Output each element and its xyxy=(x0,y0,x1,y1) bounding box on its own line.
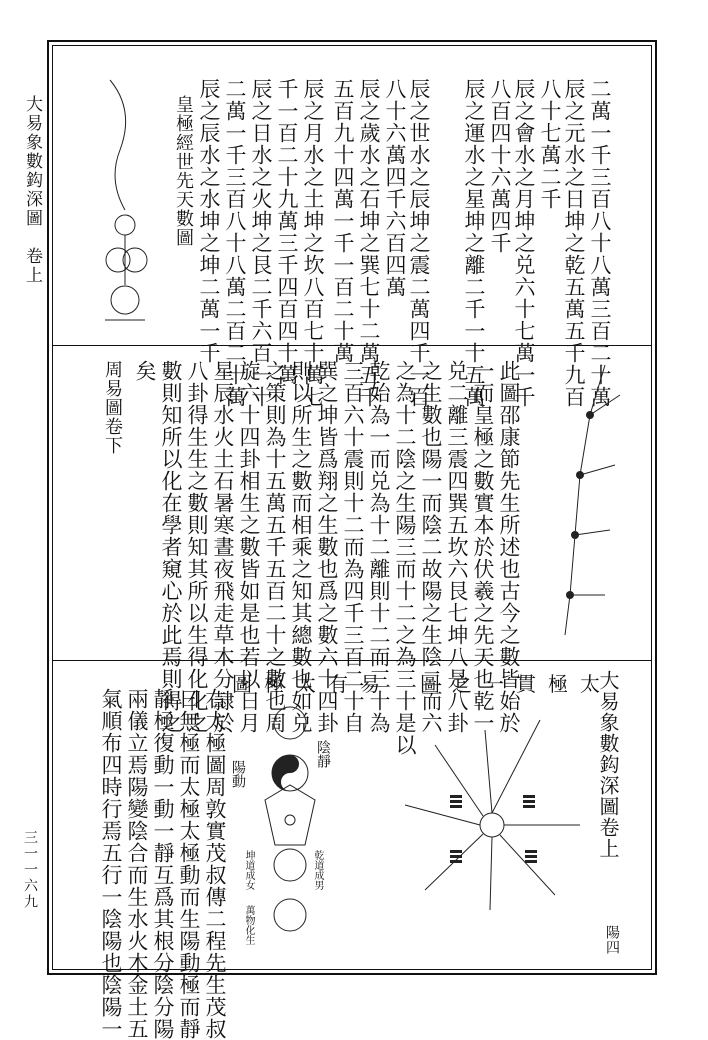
section-end-title: 周易圖卷下 xyxy=(102,360,123,455)
margin-book-title: 大易象數鈎深圖 卷上 xyxy=(22,95,42,285)
text-column: 氣順布四時行焉五行一陰陽也陰陽一 xyxy=(99,688,123,1040)
text-column: 曰無極而太極太極動而生陽動極而靜 xyxy=(177,688,201,1040)
text-column: 右太極圖周敦實茂叔傳二程先生茂叔 xyxy=(203,688,227,1040)
wanwu-label: 萬物化生 xyxy=(243,905,254,945)
text-column: 星辰水火土石暑寒晝夜飛走草木分隷於 xyxy=(211,360,235,734)
text-column: 靜極復動一動一靜互爲其根分陰分陽 xyxy=(151,688,175,1040)
text-column: 旋六十四卦相生之數皆如是也若以日月 xyxy=(237,360,261,734)
text-column: 二萬一千三百八十八萬二百二十萬 xyxy=(223,78,247,408)
text-column: 乾始為一而兑為十二離則十二而三十為 xyxy=(367,360,391,734)
text-column: 辰之月水之土坤之坎八百七十萬七 xyxy=(301,78,325,408)
text-column: 八十六萬四千六百四萬 xyxy=(383,78,407,298)
text-column: 巽之坤皆爲翔之生數也爲之數六十四卦 xyxy=(315,360,339,734)
text-column: 二萬一千三百八十八萬三百二十萬 xyxy=(588,78,612,408)
taiji-guanyi-diagram xyxy=(395,700,590,915)
text-column: 辰之會水之月坤之兑六十七萬一千 xyxy=(512,78,536,408)
text-column: 千一百二十九萬三千四百四十萬 xyxy=(275,78,299,386)
taiji-guanyi-title: 太極貫一之圖 xyxy=(420,672,612,696)
text-column: 八十七萬二千 xyxy=(538,78,562,210)
text-column: 之為十二陰之生陽三而十二之為三十是以 xyxy=(393,360,417,756)
text-column: 數則知所以化在學者窺心於此焉則得之 xyxy=(159,360,183,734)
text-column: 一而皇極之數實本於伏羲之先天也乾一 xyxy=(471,360,495,734)
diagram-title: 皇極經世先天數圖 xyxy=(173,95,194,247)
yang-moving-label: 陽動 xyxy=(230,760,246,788)
text-column: 矣 xyxy=(133,360,157,382)
kun-label: 坤道成女 xyxy=(243,850,254,890)
text-column: 辰之日水之火坤之艮二千六百一十 xyxy=(249,78,273,408)
xiantian-number-diagram xyxy=(80,70,165,340)
text-column: 辰之元水之日坤之乾五萬五千九百 xyxy=(562,78,586,408)
text-column: 辰之辰水之水坤之坤二萬一千 xyxy=(197,78,221,364)
text-column: 之生數也陽一而陰二故陽之生陰二而六 xyxy=(419,360,443,734)
margin-page-number: 三一一六九 xyxy=(22,830,38,910)
text-column: 此圖邵康節先生所述也古今之數皆始於 xyxy=(497,360,521,734)
qian-label: 乾道成男 xyxy=(312,850,323,890)
book-title: 大易象數鈎深圖卷上 xyxy=(596,670,620,859)
number-sequence-diagram xyxy=(530,355,635,645)
yiyou-taiji-title: 易有太極圖 xyxy=(232,672,392,696)
text-column: 八百四十六萬四千 xyxy=(488,78,512,254)
page-label: 陽四 xyxy=(604,925,620,955)
text-column: 辰之運水之星坤之離二千一十五萬 xyxy=(462,78,486,408)
text-column: 三百六十震則十二而為四千三百二十自 xyxy=(341,360,365,734)
text-column: 兑二離三震四巽五坎六艮七坤八是八卦 xyxy=(445,360,469,734)
text-column: 兩儀立焉陽變陰合而生水火木金土五 xyxy=(125,688,149,1040)
text-column: 則以所生之數而相乘之知其總數也如兑 xyxy=(289,360,313,734)
text-column: 辰之歲水之石坤之巽七十二萬五千 xyxy=(357,78,381,408)
text-column: 之策則為十五萬五千五百二十之數也周 xyxy=(263,360,287,734)
text-column: 八卦得生生之數則知其所以生得化化之 xyxy=(185,360,209,734)
text-column: 辰之世水之辰坤之震二萬四千一百 xyxy=(407,78,431,408)
yin-static-label: 陰靜 xyxy=(315,740,331,768)
text-column: 五百九十四萬一千一百二十萬 xyxy=(331,78,355,364)
